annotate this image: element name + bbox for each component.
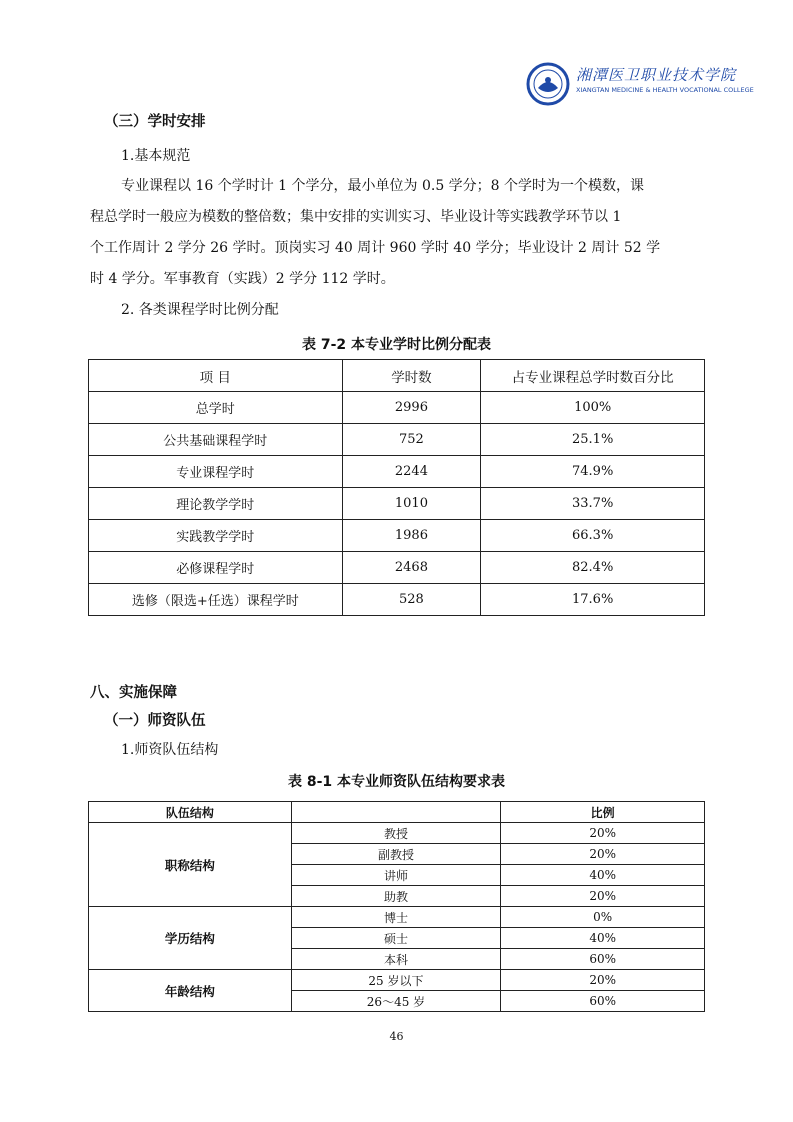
section-heading-implementation: 八、实施保障 <box>90 685 177 701</box>
paragraph-line: 程总学时一般应为模数的整倍数；集中安排的实训实习、毕业设计等实践教学环节以 1 <box>90 209 622 225</box>
cell-category: 副教授 <box>291 844 501 865</box>
subheading-faculty: （一）师资队伍 <box>104 713 206 729</box>
table-row <box>89 520 705 552</box>
cell-ratio: 40% <box>501 865 705 886</box>
cell-percent: 33.7% <box>481 488 705 520</box>
cell-category: 教授 <box>291 823 501 844</box>
header-category <box>291 802 501 823</box>
header-item: 项 目 <box>89 360 343 392</box>
subheading-faculty-structure: 1.师资队伍结构 <box>121 742 219 758</box>
table-row <box>89 823 705 844</box>
table-8-1 <box>88 801 705 1012</box>
table-row <box>89 552 705 584</box>
paragraph-line: 专业课程以 16 个学时计 1 个学分，最小单位为 0.5 学分；8 个学时为一个模数，课 <box>121 178 645 194</box>
cell-hours: 2468 <box>342 552 481 584</box>
cell-item: 选修（限选+任选）课程学时 <box>89 584 343 616</box>
cell-ratio: 20% <box>501 970 705 991</box>
cell-category: 本科 <box>291 949 501 970</box>
cell-item: 必修课程学时 <box>89 552 343 584</box>
table-row <box>89 424 705 456</box>
cell-category: 助教 <box>291 886 501 907</box>
section-heading-study-hours: （三）学时安排 <box>104 114 206 130</box>
cell-hours: 2244 <box>342 456 481 488</box>
cell-item: 公共基础课程学时 <box>89 424 343 456</box>
cell-hours: 1010 <box>342 488 481 520</box>
cell-category: 讲师 <box>291 865 501 886</box>
cell-ratio: 60% <box>501 949 705 970</box>
page-number: 46 <box>389 1030 404 1043</box>
cell-percent: 100% <box>481 392 705 424</box>
logo-english-name: XIANGTAN MEDICINE & HEALTH VOCATIONAL COLLEGE <box>576 86 754 94</box>
table-row <box>89 456 705 488</box>
table-row <box>89 970 705 991</box>
college-logo <box>526 62 754 106</box>
cell-ratio: 60% <box>501 991 705 1012</box>
group-title: 学历结构 <box>89 907 292 970</box>
cell-item: 理论教学学时 <box>89 488 343 520</box>
header-structure: 队伍结构 <box>89 802 292 823</box>
table-header-row <box>89 802 705 823</box>
college-emblem-icon <box>526 62 570 106</box>
group-title: 职称结构 <box>89 823 292 907</box>
cell-percent: 66.3% <box>481 520 705 552</box>
cell-ratio: 0% <box>501 907 705 928</box>
cell-category: 硕士 <box>291 928 501 949</box>
cell-item: 实践教学学时 <box>89 520 343 552</box>
subheading-hours-ratio: 2. 各类课程学时比例分配 <box>121 302 279 318</box>
cell-hours: 1986 <box>342 520 481 552</box>
cell-ratio: 40% <box>501 928 705 949</box>
table-7-2-caption: 表 7-2 本专业学时比例分配表 <box>301 337 492 353</box>
table-row <box>89 392 705 424</box>
cell-hours: 752 <box>342 424 481 456</box>
cell-category: 博士 <box>291 907 501 928</box>
cell-percent: 25.1% <box>481 424 705 456</box>
table-8-1-caption: 表 8-1 本专业师资队伍结构要求表 <box>287 774 506 790</box>
cell-percent: 17.6% <box>481 584 705 616</box>
table-row <box>89 584 705 616</box>
table-7-2 <box>88 359 705 616</box>
cell-hours: 528 <box>342 584 481 616</box>
cell-ratio: 20% <box>501 844 705 865</box>
header-percent: 占专业课程总学时数百分比 <box>481 360 705 392</box>
logo-chinese-name: 湘潭医卫职业技术学院 <box>576 66 737 84</box>
cell-percent: 82.4% <box>481 552 705 584</box>
cell-ratio: 20% <box>501 823 705 844</box>
cell-percent: 74.9% <box>481 456 705 488</box>
cell-item: 专业课程学时 <box>89 456 343 488</box>
table-row <box>89 907 705 928</box>
paragraph-line: 时 4 学分。军事教育（实践）2 学分 112 学时。 <box>90 271 395 287</box>
paragraph-line: 个工作周计 2 学分 26 学时。顶岗实习 40 周计 960 学时 40 学分；毕业设计 2 周计 52 学 <box>90 240 661 256</box>
group-title: 年龄结构 <box>89 970 292 1012</box>
table-header-row <box>89 360 705 392</box>
cell-category: 26～45 岁 <box>291 991 501 1012</box>
subheading-basic-rules: 1.基本规范 <box>121 148 191 164</box>
header-hours: 学时数 <box>342 360 481 392</box>
table-row <box>89 488 705 520</box>
cell-item: 总学时 <box>89 392 343 424</box>
cell-ratio: 20% <box>501 886 705 907</box>
header-ratio: 比例 <box>501 802 705 823</box>
cell-hours: 2996 <box>342 392 481 424</box>
cell-category: 25 岁以下 <box>291 970 501 991</box>
